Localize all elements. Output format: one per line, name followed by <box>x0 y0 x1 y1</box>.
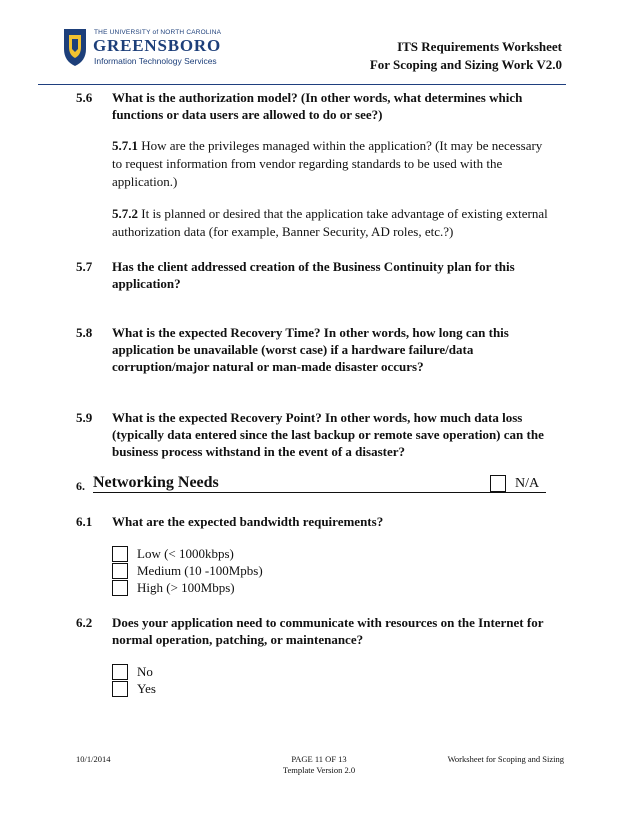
q5-7-1-text: How are the privileges managed within the application? (It may be necessary to request information from vendor regarding standards to be used with the application.) <box>112 138 543 189</box>
q5-7-text: Has the client addressed creation of the Business Continuity plan for this application? <box>112 259 515 291</box>
internet-no-label: No <box>137 664 153 679</box>
bandwidth-low-label: Low (< 1000kbps) <box>137 546 234 561</box>
section6-na-checkbox[interactable] <box>490 475 506 492</box>
q5-8-number: 5.8 <box>76 325 93 340</box>
logo-subtitle: Information Technology Services <box>94 56 217 66</box>
q6-1-number: 6.1 <box>76 514 93 529</box>
q5-7-1-block <box>112 137 552 191</box>
q6-2-text: Does your application need to communicate with resources on the Internet for normal operation, patching, or maintenance? <box>112 615 544 647</box>
bandwidth-high-label: High (> 100Mbps) <box>137 580 235 595</box>
section6-title: Networking Needs <box>93 474 219 491</box>
q5-7-2-block <box>112 205 552 241</box>
bandwidth-low-checkbox[interactable] <box>112 546 128 562</box>
internet-yes-checkbox[interactable] <box>112 681 128 697</box>
bandwidth-medium-label: Medium (10 -100Mpbs) <box>137 563 263 578</box>
section6-underline <box>93 492 546 493</box>
header-title-line1: ITS Requirements Worksheet <box>397 39 562 54</box>
section6-number: 6. <box>76 479 85 493</box>
q5-7-2-number: 5.7.2 <box>112 206 138 221</box>
logo-wordmark: GREENSBORO <box>93 36 221 55</box>
header-title-line2: For Scoping and Sizing Work V2.0 <box>369 57 562 72</box>
logo-small-text: THE UNIVERSITY of NORTH CAROLINA <box>94 29 222 36</box>
q5-9-text: What is the expected Recovery Point? In other words, how much data loss (typically data entered since the last backup or remote save operation) can the business process withstand in the event of a disaster? <box>112 410 544 459</box>
q5-7-number: 5.7 <box>76 259 93 274</box>
bandwidth-high-checkbox[interactable] <box>112 580 128 596</box>
shield-icon <box>62 27 88 67</box>
q5-9-number: 5.9 <box>76 410 93 425</box>
q5-6-number: 5.6 <box>76 90 93 105</box>
footer-document-name: Worksheet for Scoping and Sizing <box>447 754 564 764</box>
q5-8-text: What is the expected Recovery Time? In other words, how long can this application be unavailable (worst case) if a hardware failure/data corruption/major natural or man-made disaster occurs? <box>112 325 509 374</box>
q5-7-2-text: It is planned or desired that the application take advantage of existing external authorization data (for example, Banner Security, AD roles, etc.?) <box>112 206 548 239</box>
internet-yes-label: Yes <box>137 681 156 696</box>
footer-template-version: Template Version 2.0 <box>282 765 356 775</box>
q6-2-number: 6.2 <box>76 615 93 630</box>
q5-6-text: What is the authorization model? (In other words, what determines which functions or data users are allowed to do or see?) <box>112 90 523 122</box>
internet-no-checkbox[interactable] <box>112 664 128 680</box>
q5-7-1-number: 5.7.1 <box>112 138 138 153</box>
ugc-logo <box>62 27 222 71</box>
section6-na-label: N/A <box>515 476 540 491</box>
footer-date: 10/1/2014 <box>76 754 111 764</box>
bandwidth-medium-checkbox[interactable] <box>112 563 128 579</box>
q6-1-text: What are the expected bandwidth requirements? <box>112 514 384 529</box>
header-rule <box>38 84 566 85</box>
footer-page-number: PAGE 11 OF 13 <box>291 754 347 764</box>
